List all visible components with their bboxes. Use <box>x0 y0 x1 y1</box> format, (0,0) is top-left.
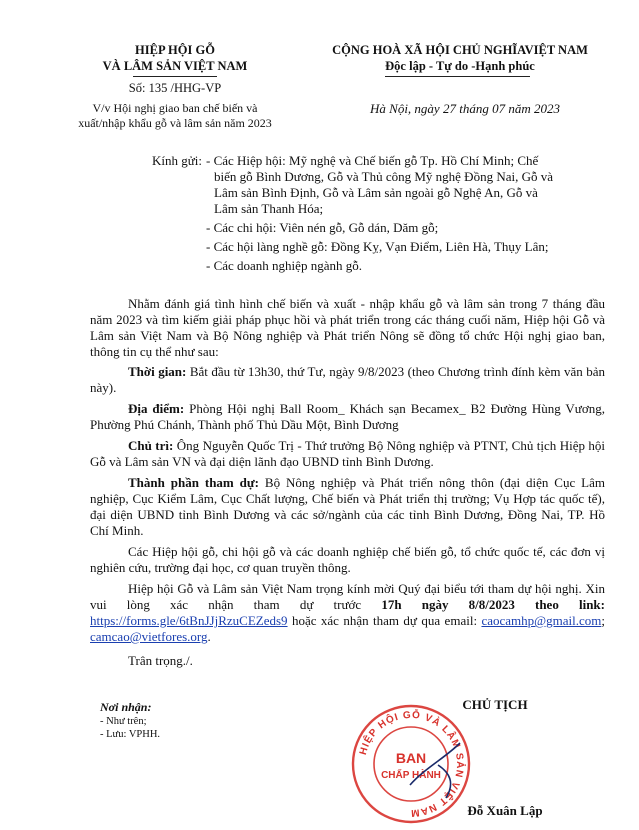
state-header <box>300 42 620 74</box>
seal-ring-text: HIỆP HỘI GỖ VÀ LÂM SẢN VIỆT NAM <box>357 709 466 819</box>
time-label: Thời gian: <box>128 364 187 379</box>
doc-number-label: Số: <box>128 81 146 95</box>
place-label: Địa điểm: <box>128 401 185 416</box>
receiver-item: - Lưu: VPHH. <box>100 729 161 740</box>
org-underline <box>133 76 217 77</box>
doc-number-value: 135 /HHG-VP <box>148 81 222 95</box>
subject <box>40 101 310 131</box>
motto-underline <box>385 76 530 77</box>
subject-line1: V/v Hội nghị giao ban chế biến và <box>92 101 258 115</box>
participants-paragraph <box>90 475 605 539</box>
recipient-line: - Các hội làng nghề gỗ: Đồng Kỵ, Vạn Điểm, Liên Hà, Thụy Lân; <box>206 239 549 254</box>
recipients-label: Kính gửi: <box>151 153 202 168</box>
doc-number <box>70 80 280 96</box>
org-name-line2: VÀ LÂM SẢN VIỆT NAM <box>102 59 248 73</box>
recipients <box>128 153 618 274</box>
recipient-line: - Các Hiệp hội: Mỹ nghệ và Chế biến gỗ Tp. Hồ Chí Minh; Chế <box>206 153 539 168</box>
closing: Trân trọng./. <box>128 653 193 668</box>
recipient-line: biến gỗ Bình Dương, Gỗ và Thủ công Mỹ nghệ Đồng Nai, Gỗ và <box>214 169 554 184</box>
email-link-2[interactable]: camcao@vietfores.org <box>90 629 208 644</box>
email-end: . <box>207 629 211 644</box>
receiver-item: - Như trên; <box>100 716 147 727</box>
email-link-1[interactable]: caocamhp@gmail.com <box>481 613 602 628</box>
receivers-label: Nơi nhận: <box>100 700 152 714</box>
others-paragraph: Các Hiệp hội gỗ, chi hội gỗ và các doanh nghiệp chế biến gỗ, tổ chức quốc tế, các đơn vị nghiên cứu, trường đại học, cơ quan truyền thông. <box>90 544 605 575</box>
seal-center-line2: CHẤP HÀNH <box>381 770 441 781</box>
chair-paragraph <box>90 438 605 470</box>
invite-text: Hiệp hội Gỗ và Lâm sản Việt Nam trọng kính mời Quý đại biểu tới tham dự hội nghị. Xin vui lòng xác nhận tham dự trước <box>90 581 605 612</box>
participants-text: Bộ Nông nghiệp và Phát triển nông thôn (đại diện Cục Lâm nghiệp, Cục Kiểm Lâm, Cục Chất lượng, Chế biến và Phát triển thị trường; Vụ Hợp tác quốc tế), đại diện UBND tỉnh Bình Dương và các sở/ngành của các tỉnh Bình Dương, Đồng Nai, TP. Hồ Chí Minh. <box>90 475 605 538</box>
org-name-line1: HIỆP HỘI GỖ <box>135 43 215 57</box>
recipient-line: Lâm sản Bình Định, Gỗ và Lâm sản ngoài gỗ Nghệ An, Gỗ và <box>214 185 538 200</box>
state-name: CỘNG HOÀ XÃ HỘI CHỦ NGHĨAVIỆT NAM <box>332 43 588 57</box>
org-name <box>70 42 280 74</box>
intro-paragraph: Nhằm đánh giá tình hình chế biến và xuất - nhập khẩu gỗ và lâm sản trong 7 tháng đầu năm 2023 và tìm kiếm giải pháp phục hồi và phát triển trong các tháng cuối năm, Hiệp hội Gỗ và Lâm sản Việt Nam và Bộ Nông nghiệp và Phát triển Nông sẽ đồng tổ chức Hội nghị giao ban, thông tin cụ thể như sau: <box>90 296 605 359</box>
doc-date: Hà Nội, ngày 27 tháng 07 năm 2023 <box>370 101 560 116</box>
recipient-line: - Các chi hội: Viên nén gỗ, Gỗ dán, Dăm gỗ; <box>206 220 439 235</box>
place-text: Phòng Hội nghị Ball Room_ Khách sạn Becamex_ B2 Đường Hùng Vương, Phường Phú Chánh, Thành phố Thủ Dầu Một, Bình Dương <box>90 401 605 432</box>
chair-label: Chủ trì: <box>128 438 174 453</box>
invite-deadline: 17h ngày 8/8/2023 theo link: <box>381 597 605 612</box>
seal-center-line1: BAN <box>395 750 427 766</box>
receivers <box>100 700 300 741</box>
participants-label: Thành phần tham dự: <box>128 475 260 490</box>
invite-paragraph <box>90 581 605 645</box>
recipient-line: Lâm sản Thanh Hóa; <box>214 201 324 216</box>
subject-line2: xuất/nhập khẩu gỗ và lâm sản năm 2023 <box>78 116 272 130</box>
chair-text: Ông Nguyễn Quốc Trị - Thứ trưởng Bộ Nông nghiệp và PTNT, Chủ tịch Hiệp hội Gỗ và Lâm sản VN và đại diện lãnh đạo UBND tỉnh Bình Dương. <box>90 438 606 469</box>
invite-text-2: hoặc xác nhận tham dự qua email: <box>287 613 482 628</box>
time-text: Bắt đầu từ 13h30, thứ Tư, ngày 9/8/2023 (theo Chương trình đính kèm văn bản này). <box>90 364 605 395</box>
state-motto: Độc lập - Tự do -Hạnh phúc <box>385 59 535 73</box>
registration-link[interactable]: https://forms.gle/6tBnJJjRzuCEZeds9 <box>90 613 288 628</box>
email-separator: ; <box>601 613 605 628</box>
recipient-line: - Các doanh nghiệp ngành gỗ. <box>206 258 362 273</box>
signer-name: Đỗ Xuân Lập <box>467 803 543 818</box>
signer-title: CHỦ TỊCH <box>462 697 528 712</box>
letter-body <box>90 296 605 669</box>
place-paragraph <box>90 401 605 433</box>
time-paragraph <box>90 364 605 396</box>
